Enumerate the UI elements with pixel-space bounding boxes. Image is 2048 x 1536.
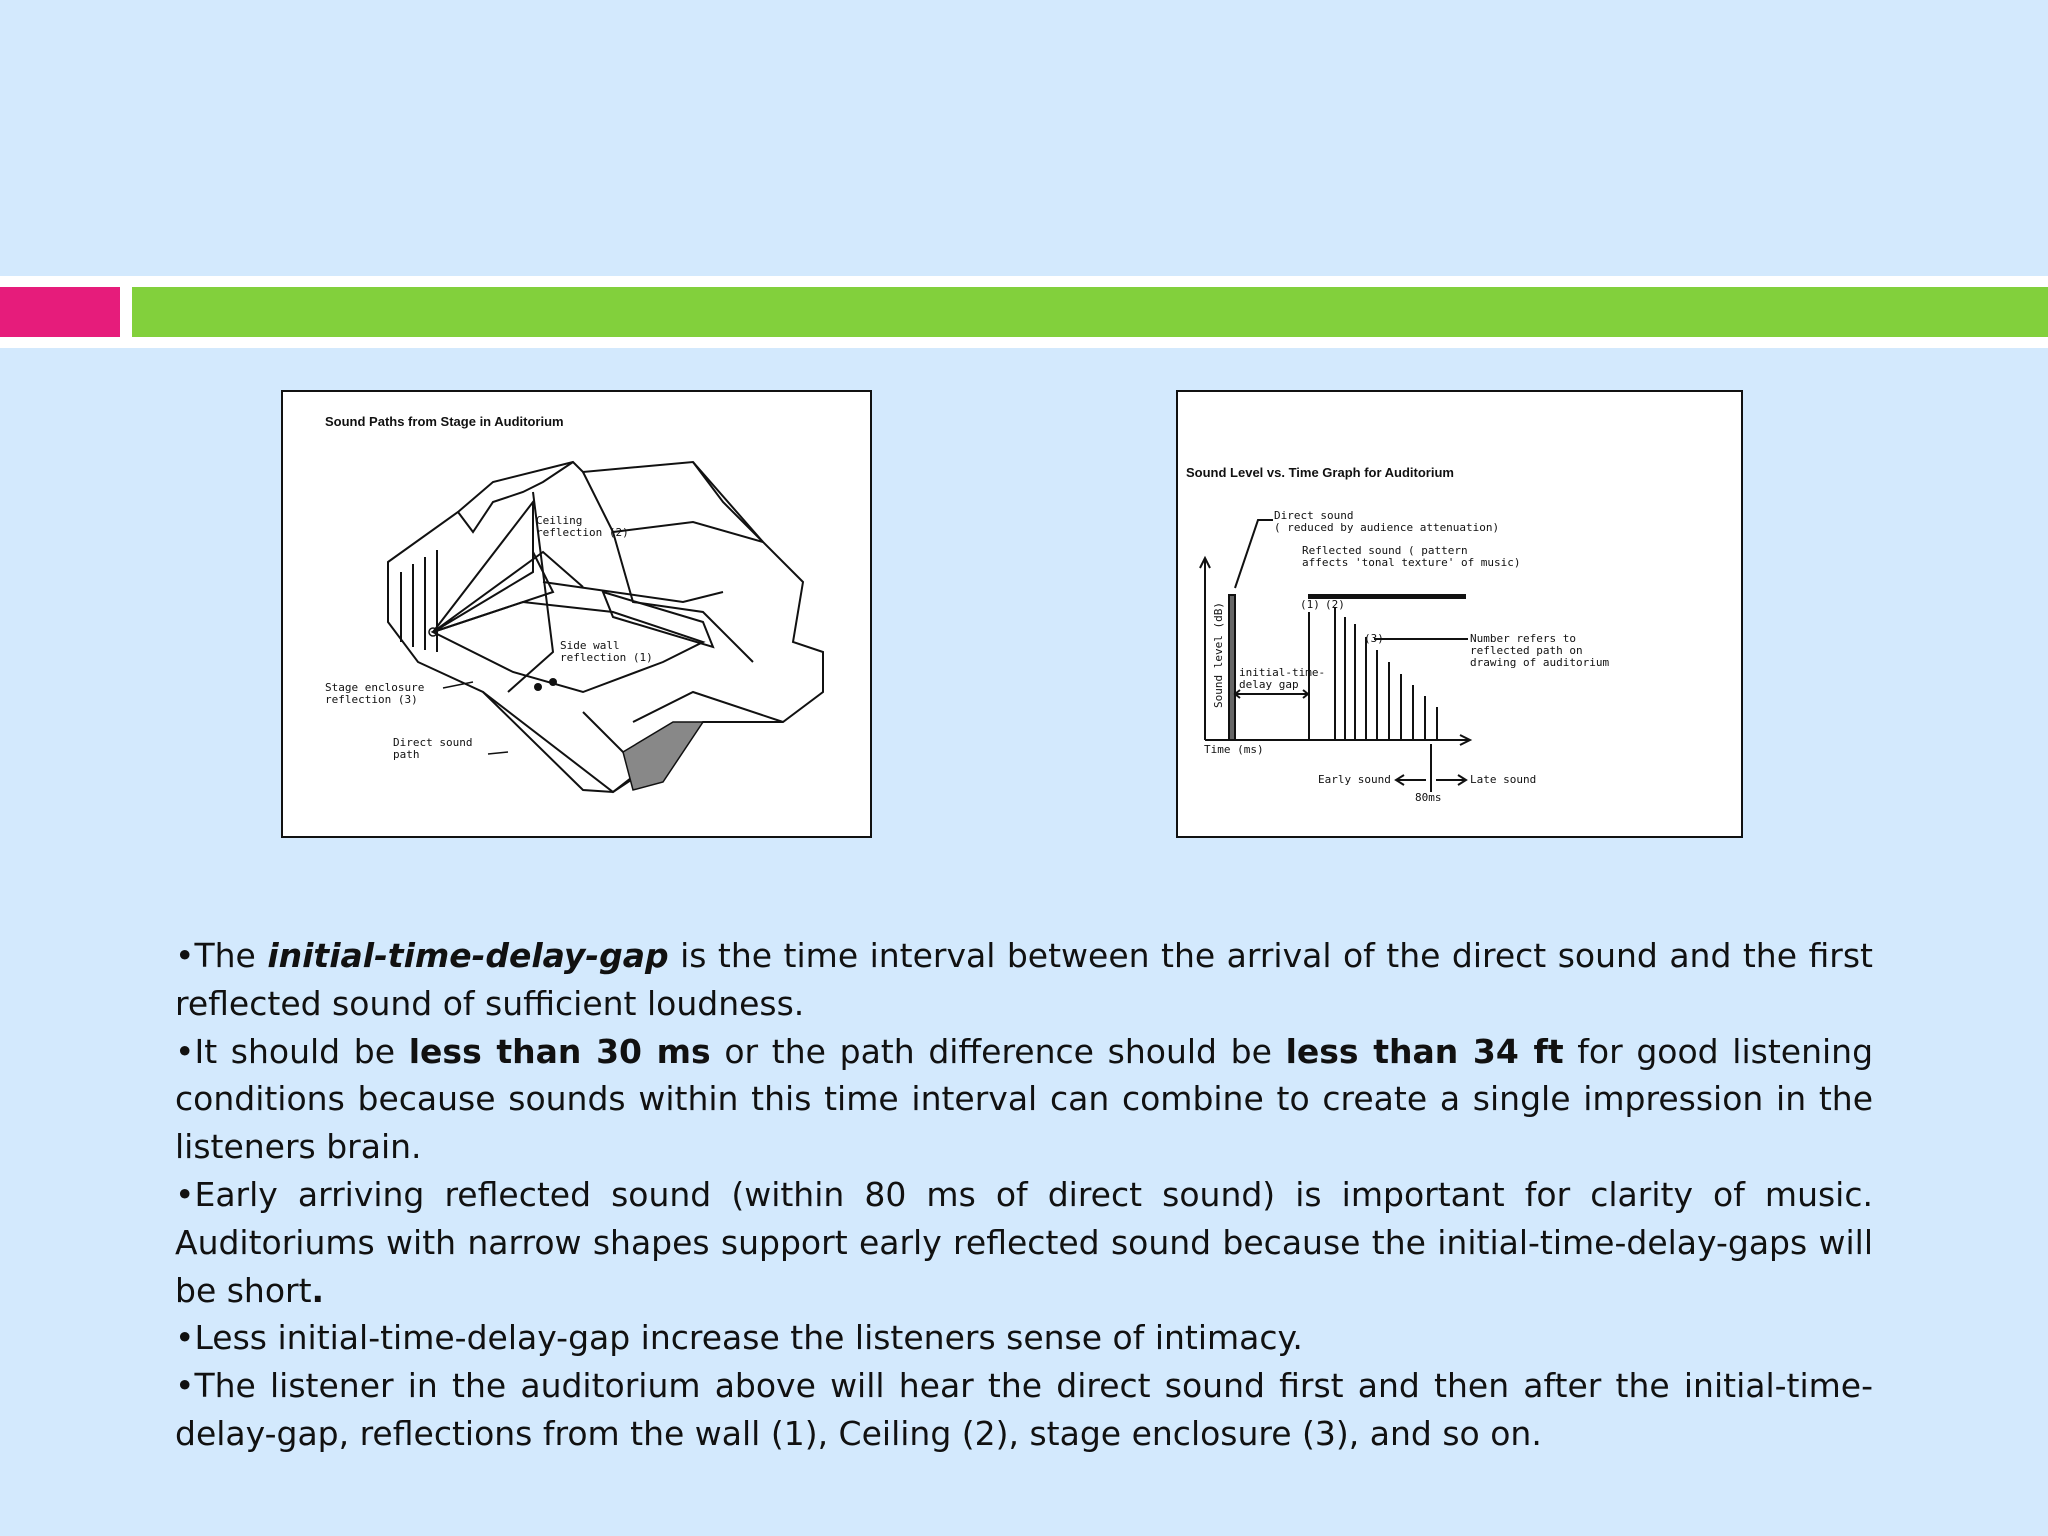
x-axis-label: Time (ms) <box>1204 743 1264 756</box>
emphasis-30ms: less than 30 ms <box>408 1031 711 1071</box>
left-figure-title: Sound Paths from Stage in Auditorium <box>325 414 564 429</box>
number-refers-label: Number refers to reflected path on drawing of auditorium <box>1470 632 1610 669</box>
bullet-itdg-definition: •The initial-time-delay-gap is the time interval between the arrival of the direct sound and the first reflected sound of sufficient loudness. <box>175 936 1873 1023</box>
accent-bar-pink <box>0 287 120 337</box>
reflected-sound-label: Reflected sound ( pattern affects 'tonal texture' of music) <box>1302 544 1521 569</box>
marker-2-label: (2) <box>1325 598 1345 611</box>
late-sound-label: Late sound <box>1470 773 1537 786</box>
side-wall-reflection-label: Side wall reflection (1) <box>560 639 653 664</box>
stage-enclosure-reflection-label: Stage enclosure reflection (3) <box>325 681 425 706</box>
sound-level-time-graph-figure <box>1176 390 1743 838</box>
accent-bar-green <box>132 287 2048 337</box>
early-sound-label: Early sound <box>1318 773 1391 786</box>
auditorium-sound-paths-figure <box>281 390 872 838</box>
80ms-label: 80ms <box>1415 791 1442 804</box>
bullet-early-reflections: •Early arriving reflected sound (within 80 ms of direct sound) is important for clarity of music. Auditoriums with narrow shapes support early reflected sound because the initial-time-delay-gaps will be short. <box>175 1174 1873 1310</box>
bullet-intimacy: •Less initial-time-delay-gap increase the listeners sense of intimacy. <box>175 1318 1303 1358</box>
emphasis-34ft: less than 34 ft <box>1285 1031 1564 1071</box>
itdg-label: initial-time- delay gap <box>1239 666 1326 691</box>
term-itdg: initial-time-delay-gap <box>267 936 669 975</box>
right-figure-title: Sound Level vs. Time Graph for Auditorium <box>1186 465 1454 480</box>
marker-3-label: (3) <box>1364 632 1384 645</box>
sound-level-time-graph <box>1178 392 1743 838</box>
bullet-30ms-rule: •It should be less than 30 ms or the path difference should be less than 34 ft for good listening conditions because sounds within this time interval can combine to create a single impression in the listeners brain. <box>175 1031 1874 1167</box>
direct-sound-path-label: Direct sound path <box>393 736 473 761</box>
bullet-list <box>175 932 1873 1458</box>
direct-sound-bar <box>1229 595 1235 740</box>
ceiling-reflection-label: Ceiling reflection (2) <box>536 514 629 539</box>
bullet-listener-order: •The listener in the auditorium above will hear the direct sound first and then after the initial-time-delay-gap, reflections from the wall (1), Ceiling (2), stage enclosure (3), and so on. <box>175 1366 1873 1453</box>
marker-1-label: (1) <box>1300 598 1320 611</box>
auditorium-drawing <box>283 392 872 838</box>
y-axis-label: Sound level (dB) <box>1212 602 1225 708</box>
direct-sound-label: Direct sound ( reduced by audience attenuation) <box>1274 509 1500 534</box>
